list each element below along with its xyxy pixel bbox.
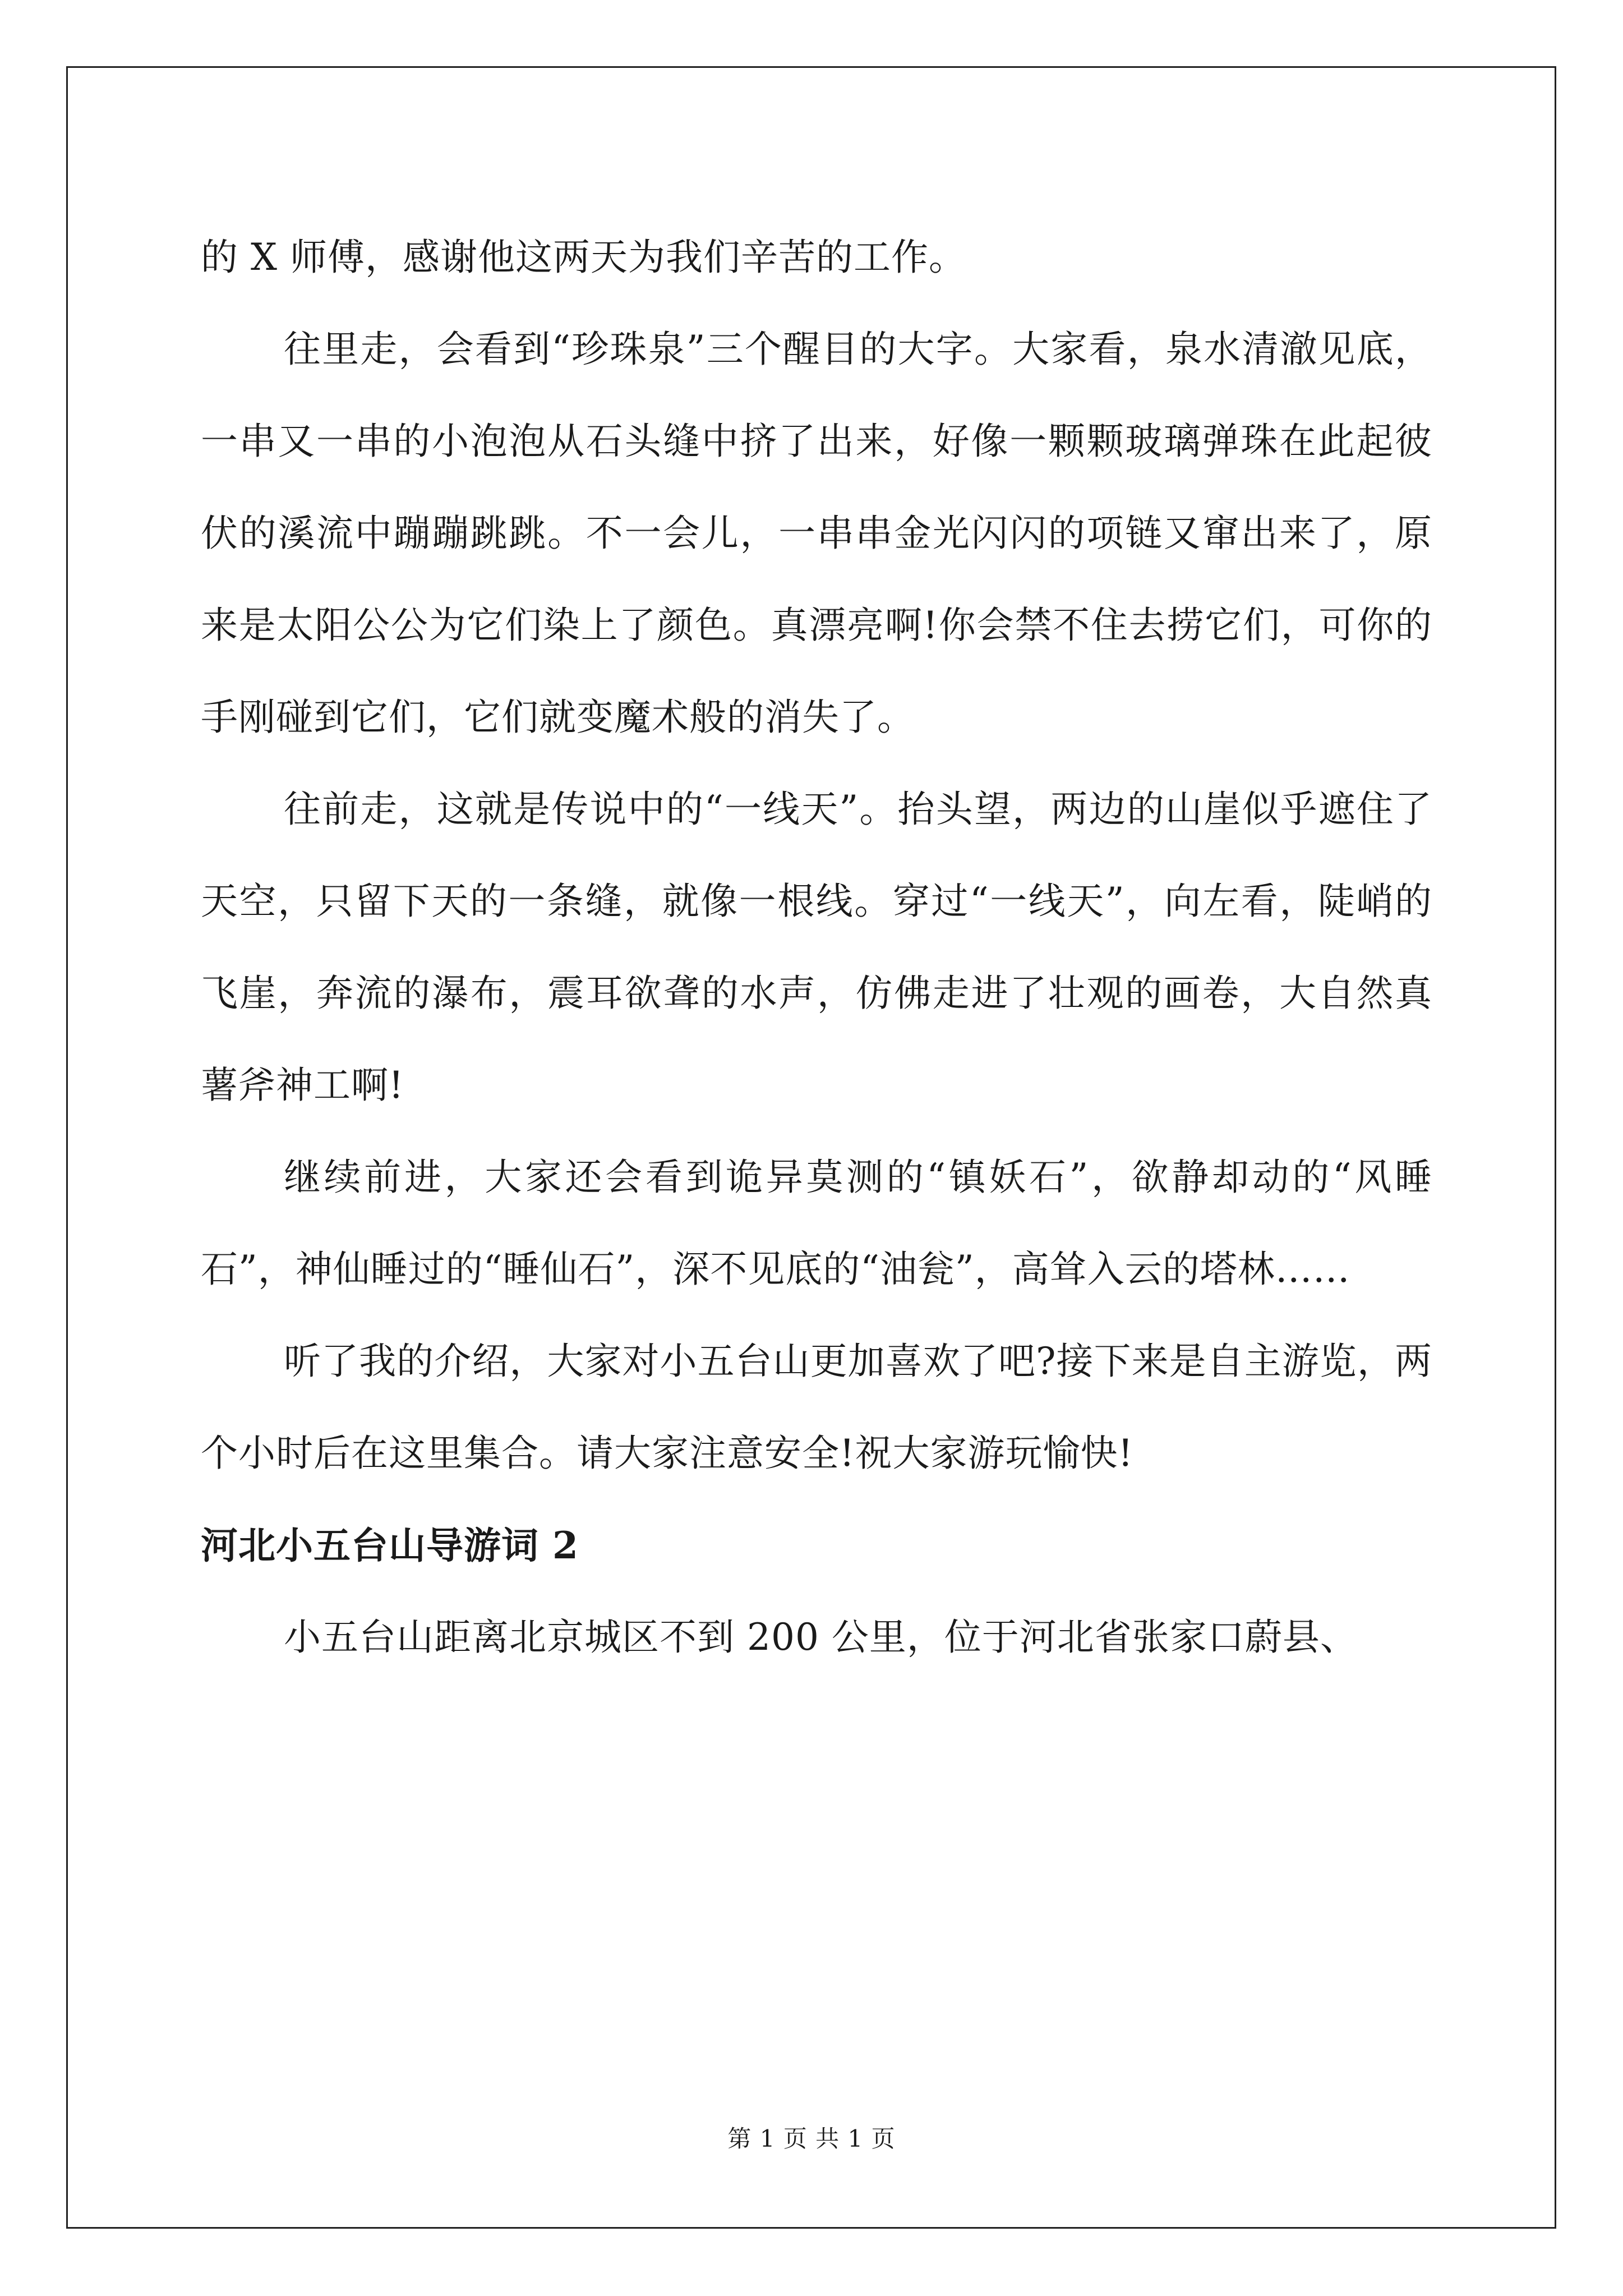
paragraph-1: 的 X 师傅，感谢他这两天为我们辛苦的工作。 xyxy=(201,236,966,279)
paragraph-5: 听了我的介绍，大家对小五台山更加喜欢了吧?接下来是自主游览，两个小时后在这里集合。请大家注意安全!祝大家游玩愉快! xyxy=(201,1340,1432,1475)
section-heading: 河北小五台山导游词 2 xyxy=(201,1524,579,1567)
document-body xyxy=(201,211,1432,1683)
paragraph-6: 小五台山距离北京城区不到 200 公里，位于河北省张家口蔚县、 xyxy=(284,1616,1358,1659)
page-number-footer: 第 1 页 共 1 页 xyxy=(727,2125,896,2152)
paragraph-3: 往前走，这就是传说中的“一线天”。抬头望，两边的山崖似乎遮住了天空，只留下天的一条缝，就像一根线。穿过“一线天”，向左看，陡峭的飞崖，奔流的瀑布，震耳欲聋的水声，仿佛走进了壮观的画卷，大自然真薯斧神工啊! xyxy=(201,788,1432,1107)
paragraph-4: 继续前进，大家还会看到诡异莫测的“镇妖石”，欲静却动的“风睡石”，神仙睡过的“睡仙石”，深不见底的“油瓮”，高耸入云的塔林…… xyxy=(201,1156,1432,1291)
paragraph-2: 往里走，会看到“珍珠泉”三个醒目的大字。大家看，泉水清澈见底，一串又一串的小泡泡从石头缝中挤了出来，好像一颗颗玻璃弹珠在此起彼伏的溪流中蹦蹦跳跳。不一会儿，一串串金光闪闪的项链又窜出来了，原来是太阳公公为它们染上了颜色。真漂亮啊!你会禁不住去捞它们，可你的手刚碰到它们，它们就变魔术般的消失了。 xyxy=(201,328,1432,739)
